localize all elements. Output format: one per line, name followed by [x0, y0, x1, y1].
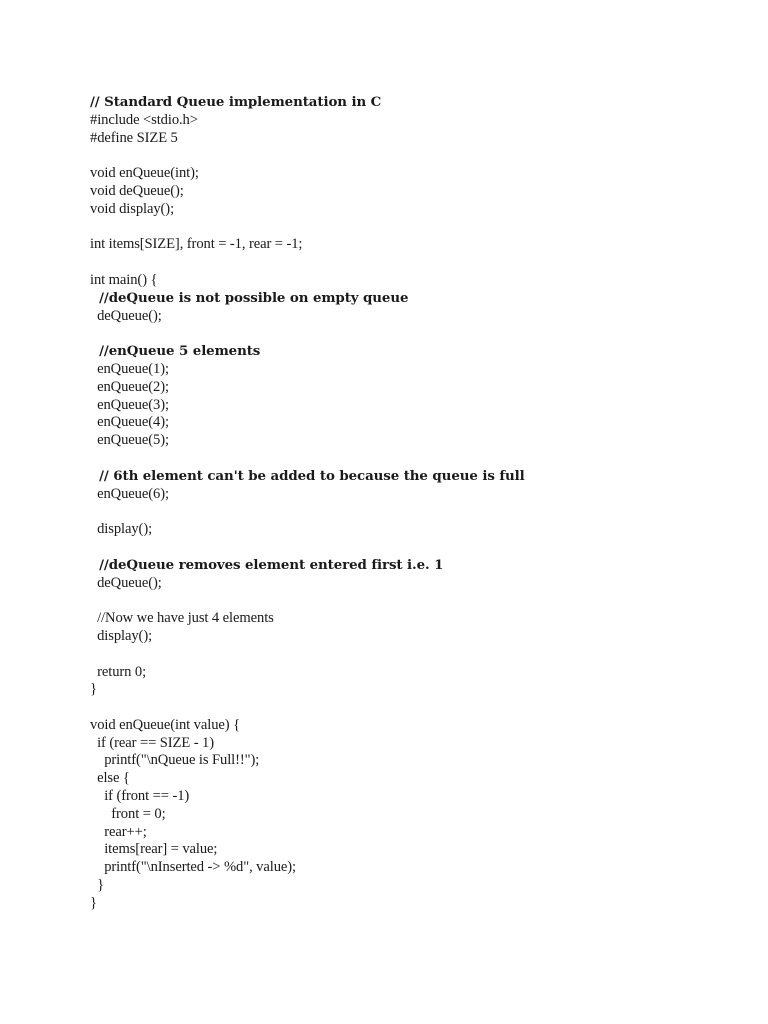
code-line: void display(); — [90, 200, 175, 217]
code-line: //Now we have just 4 elements — [90, 610, 274, 627]
code-line: #include <stdio.h> — [90, 111, 198, 128]
code-line: display(); — [90, 521, 153, 538]
code-line: enQueue(1); — [90, 360, 169, 377]
code-line: if (rear == SIZE - 1) — [90, 734, 214, 751]
code-comment-line: // 6th element can't be added to because the queue is full — [90, 467, 525, 484]
blank-line — [90, 219, 730, 237]
blank-line — [90, 646, 730, 664]
code-line: void enQueue(int); — [90, 165, 199, 182]
code-listing — [90, 94, 730, 913]
code-line: void enQueue(int value) { — [90, 716, 240, 733]
blank-line — [90, 699, 730, 717]
code-comment-line: //deQueue removes element entered first i.e. 1 — [90, 556, 444, 573]
code-line: int main() { — [90, 271, 158, 288]
code-line: else { — [90, 770, 130, 787]
code-line: printf("\nQueue is Full!!"); — [90, 752, 260, 769]
code-line: if (front == -1) — [90, 788, 190, 805]
code-line: items[rear] = value; — [90, 841, 218, 858]
code-line: enQueue(5); — [90, 432, 169, 449]
blank-line — [90, 503, 730, 521]
code-line: enQueue(6); — [90, 485, 169, 502]
blank-line — [90, 254, 730, 272]
code-line: int items[SIZE], front = -1, rear = -1; — [90, 236, 303, 253]
code-line: rear++; — [90, 823, 147, 840]
code-line: void deQueue(); — [90, 182, 184, 199]
blank-line — [90, 325, 730, 343]
code-line: deQueue(); — [90, 574, 162, 591]
code-line: deQueue(); — [90, 307, 162, 324]
code-comment-line: // Standard Queue implementation in C — [90, 94, 382, 110]
code-line: } — [90, 894, 97, 911]
code-line: front = 0; — [90, 805, 166, 822]
blank-line — [90, 450, 730, 468]
code-line: enQueue(2); — [90, 378, 169, 395]
code-line: } — [90, 877, 105, 894]
code-comment-line: //enQueue 5 elements — [90, 343, 261, 360]
code-comment-line: //deQueue is not possible on empty queue — [90, 289, 409, 306]
code-line: enQueue(3); — [90, 396, 169, 413]
blank-line — [90, 592, 730, 610]
code-line: printf("\nInserted -> %d", value); — [90, 859, 296, 876]
blank-line — [90, 539, 730, 557]
code-line: display(); — [90, 627, 153, 644]
code-line: #define SIZE 5 — [90, 129, 178, 146]
code-line: enQueue(4); — [90, 414, 169, 431]
code-line: } — [90, 681, 97, 698]
blank-line — [90, 147, 730, 165]
code-line: return 0; — [90, 663, 147, 680]
